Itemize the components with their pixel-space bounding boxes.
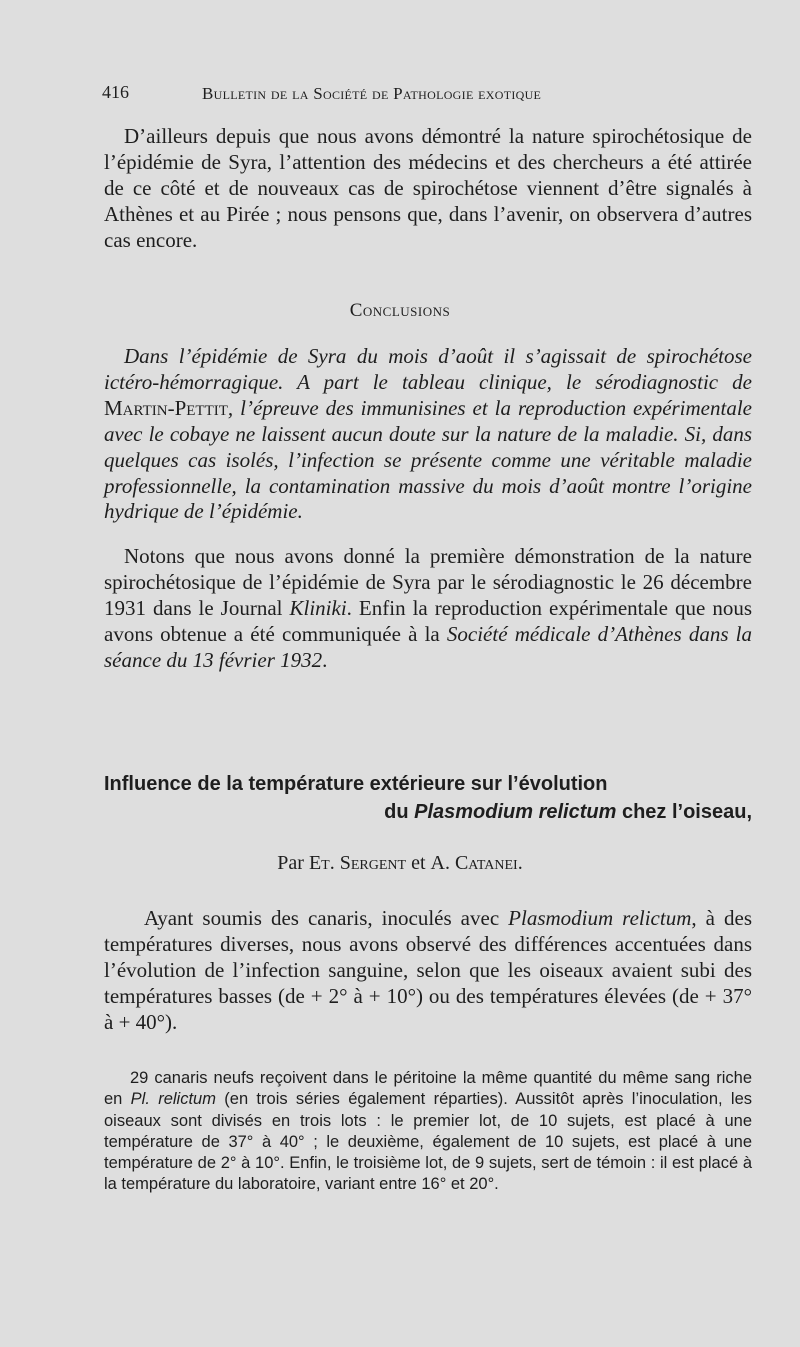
experiment-species: Pl. relictum — [130, 1090, 216, 1109]
notons-text-b: . Enfin la reproduction expérimentale que nous avons obtenue a été communiquée à la — [104, 595, 752, 646]
journal-name: Kliniki — [289, 595, 347, 620]
paragraph-ayant — [104, 906, 752, 1036]
ayant-species: Plasmodium relictum — [508, 906, 692, 930]
byline-prefix: Par — [277, 852, 309, 874]
byline-and: et — [406, 852, 431, 874]
article-title-line1: Influence de la température extérieure sur l’évolution — [104, 773, 608, 795]
conclusions-text-b: , l’épreuve des immunisines et la reproduction expérimentale avec le cobaye ne laissent aucun doute sur la nature de la maladie. Si, dans quelques cas isolés, l’infection se présente comme une véritable maladie professionnelle, la contamination massive du mois d’août montre l’origine hydrique de l’épidémie. — [104, 395, 752, 524]
article-title-du: du — [384, 801, 415, 823]
experiment-text-a: 29 canaris neufs reçoivent dans le péritoine la même quantité du même sang riche en — [104, 1069, 752, 1109]
conclusions-author-name: Martin-Pettit — [104, 395, 228, 420]
paragraph-experiment — [104, 1068, 752, 1196]
article-title-end: chez l’oiseau, — [616, 801, 752, 823]
article-title-line2 — [104, 798, 752, 826]
article-title-species: Plasmodium relictum — [414, 801, 617, 823]
conclusions-text-a: Dans l’épidémie de Syra du mois d’août il s’agissait de spirochétose ictéro-hémorragique. A part le tableau clinique, le sérodiagnostic de — [104, 344, 752, 394]
author-2: A. Catanei — [430, 852, 518, 874]
ayant-text-b: , à des températures diverses, nous avons observé des différences accentuées dans l’évolution de l’infection sanguine, selon que les oiseaux avaient subi des températures basses (de + 2° à + 10°) ou des températures élevées (de + 37° à + 40°). — [104, 906, 752, 1034]
page-header — [102, 82, 740, 106]
society-reference: Société médicale d’Athènes dans la séance du 13 février 1932 — [104, 621, 752, 672]
article-title — [104, 770, 752, 826]
section-heading-conclusions: Conclusions — [349, 300, 451, 321]
conclusions-paragraph — [104, 344, 752, 525]
experiment-text-b: (en trois séries également réparties). Aussitôt après l’inoculation, les oiseaux sont divisés en trois lots : le premier lot, de 10 sujets, est placé à une température de 37° à 40° ; le deuxième, également de 10 sujets, est placé à une température de 2° à 10°. Enfin, le troisième lot, de 9 sujets, sert de témoin : il est placé à la température du laboratoire, variant entre 16° et 20°. — [104, 1090, 753, 1194]
paragraph-notons — [104, 544, 752, 674]
notons-text-a: Notons que nous avons donné la première démonstration de la nature spirochétosique de l’épidémie de Syra par le sérodiagnostic le 26 décembre 1931 dans le Journal — [104, 544, 752, 620]
paragraph-intro: D’ailleurs depuis que nous avons démontré la nature spirochétosique de l’épidémie de Syra, l’attention des médecins et des chercheurs a été attirée de ce côté et de nouveaux cas de spirochétose viennent d’être signalés à Athènes et au Pirée ; nous pensons que, dans l’avenir, on observera d’autres cas encore. — [104, 124, 752, 252]
author-1: Et. Sergent — [308, 852, 407, 874]
article-byline — [0, 852, 800, 875]
page-number: 416 — [102, 82, 129, 102]
byline-suffix: . — [517, 852, 523, 874]
running-title: Bulletin de la Société de Pathologie exotique — [202, 84, 542, 103]
ayant-text-a: Ayant soumis des canaris, inoculés avec — [144, 906, 509, 930]
notons-text-c: . — [322, 647, 328, 672]
